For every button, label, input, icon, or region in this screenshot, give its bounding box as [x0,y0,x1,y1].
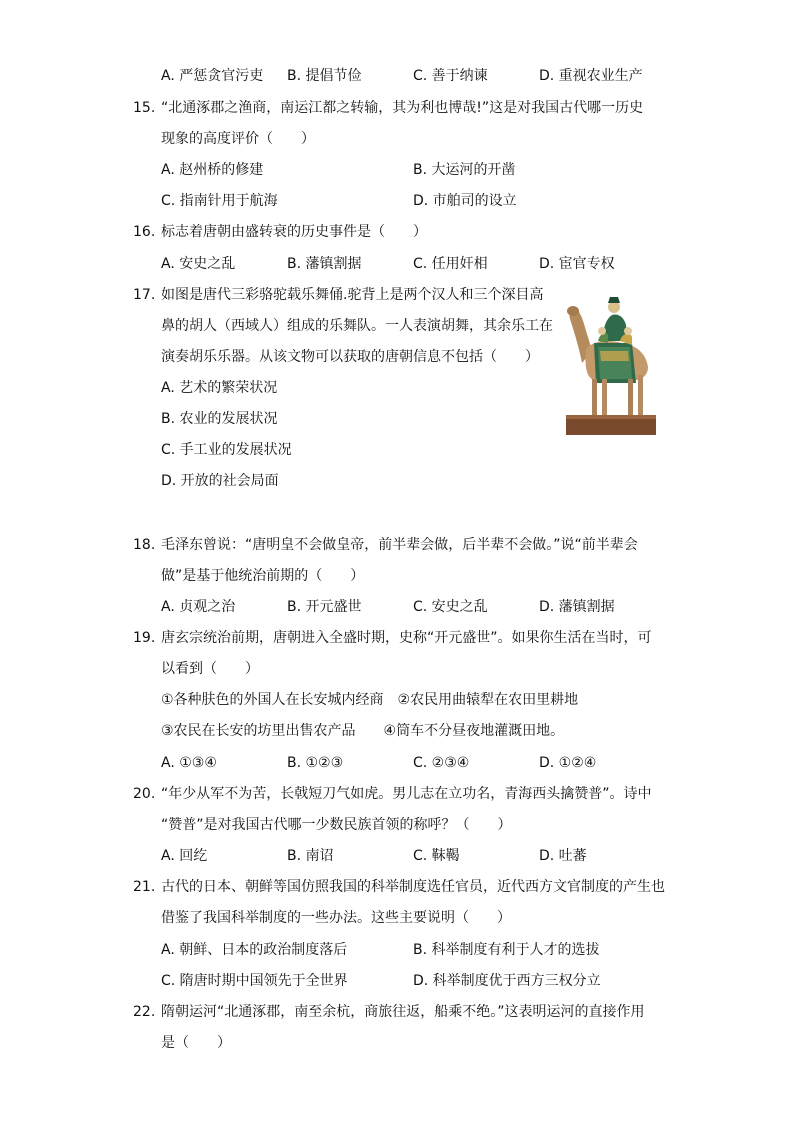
q21-option-c: C. 隋唐时期中国领先于全世界 [161,973,348,989]
question-number: 20. [133,786,156,802]
q19-option-b: B. ①②③ [287,755,344,771]
question-number: 21. [133,879,156,895]
question-text: 古代的日本、朝鲜等国仿照我国的科举制度选任官员，近代西方文官制度的产生也 [161,879,665,895]
question-text: ③农民在长安的坊里出售农产品 ④筒车不分昼夜地灌溉田地。 [161,723,565,739]
q16-option-a: A. 安史之乱 [161,256,236,272]
question-text: 标志着唐朝由盛转衰的历史事件是（ ） [161,224,427,240]
q19-option-d: D. ①②④ [539,755,597,771]
question-number: 22. [133,1004,156,1020]
question-text: 毛泽东曾说：“唐明皇不会做皇帝，前半辈会做，后半辈不会做。”说“前半辈会 [161,537,638,553]
q17-option-c: C. 手工业的发展状况 [161,442,292,458]
q21-option-b: B. 科举制度有利于人才的选拔 [413,942,600,958]
q18-option-d: D. 藩镇割据 [539,599,615,615]
q18-option-a: A. 贞观之治 [161,599,236,615]
q20-option-c: C. 靺鞨 [413,848,460,864]
q18-option-c: C. 安史之乱 [413,599,488,615]
q14-option-d: D. 重视农业生产 [539,68,643,84]
question-number: 19. [133,630,156,646]
q18-option-b: B. 开元盛世 [287,599,362,615]
question-text: 做”是基于他统治前期的（ ） [161,568,365,584]
question-text: “赞普”是对我国古代哪一少数民族首领的称呼？（ ） [161,817,512,833]
q15-option-b: B. 大运河的开凿 [413,162,516,178]
q14-option-c: C. 善于纳谏 [413,68,488,84]
q17-option-d: D. 开放的社会局面 [161,473,279,489]
question-number: 17. [133,287,156,303]
q19-option-a: A. ①③④ [161,755,217,771]
question-text: “年少从军不为苦，长戟短刀气如虎。男儿志在立功名，青海西头擒赞普”。诗中 [161,786,652,802]
q15-option-a: A. 赵州桥的修建 [161,162,264,178]
question-text: 唐玄宗统治前期，唐朝进入全盛时期，史称“开元盛世”。如果你生活在当时，可 [161,630,652,646]
question-number: 15. [133,100,156,116]
question-text: “北通涿郡之渔商，南运江都之转输，其为利也博哉!”这是对我国古代哪一历史 [161,100,644,116]
q14-option-a: A. 严惩贪官污吏 [161,68,264,84]
q16-option-d: D. 宦官专权 [539,256,615,272]
q17-option-a: A. 艺术的繁荣状况 [161,380,278,396]
q15-option-c: C. 指南针用于航海 [161,193,278,209]
tang-sancai-camel-image [562,291,660,437]
question-number: 16. [133,224,156,240]
q19-option-c: C. ②③④ [413,755,470,771]
q17-option-b: B. 农业的发展状况 [161,411,278,427]
question-number: 18. [133,537,156,553]
question-text: 演奏胡乐乐器。从该文物可以获取的唐朝信息不包括（ ） [161,349,539,365]
q14-option-b: B. 提倡节俭 [287,68,362,84]
q20-option-a: A. 回纥 [161,848,208,864]
q20-option-d: D. 吐蕃 [539,848,587,864]
question-text: 如图是唐代三彩骆驼载乐舞俑.驼背上是两个汉人和三个深目高 [161,287,544,303]
question-text: 鼻的胡人（西域人）组成的乐舞队。一人表演胡舞，其余乐工在 [161,318,553,334]
q16-option-b: B. 藩镇割据 [287,256,362,272]
q16-option-c: C. 任用奸相 [413,256,488,272]
q20-option-b: B. 南诏 [287,848,334,864]
q15-option-d: D. 市舶司的设立 [413,193,517,209]
q21-option-a: A. 朝鲜、日本的政治制度落后 [161,942,348,958]
question-text: ①各种肤色的外国人在长安城内经商 ②农民用曲辕犁在农田里耕地 [161,692,579,708]
question-text: 隋朝运河“北通涿郡，南至余杭，商旅往返，船乘不绝。”这表明运河的直接作用 [161,1004,645,1020]
question-text: 是（ ） [161,1035,231,1051]
question-text: 以看到（ ） [161,661,259,677]
question-text: 现象的高度评价（ ） [161,131,315,147]
question-text: 借鉴了我国科举制度的一些办法。这些主要说明（ ） [161,910,511,926]
q21-option-d: D. 科举制度优于西方三权分立 [413,973,601,989]
